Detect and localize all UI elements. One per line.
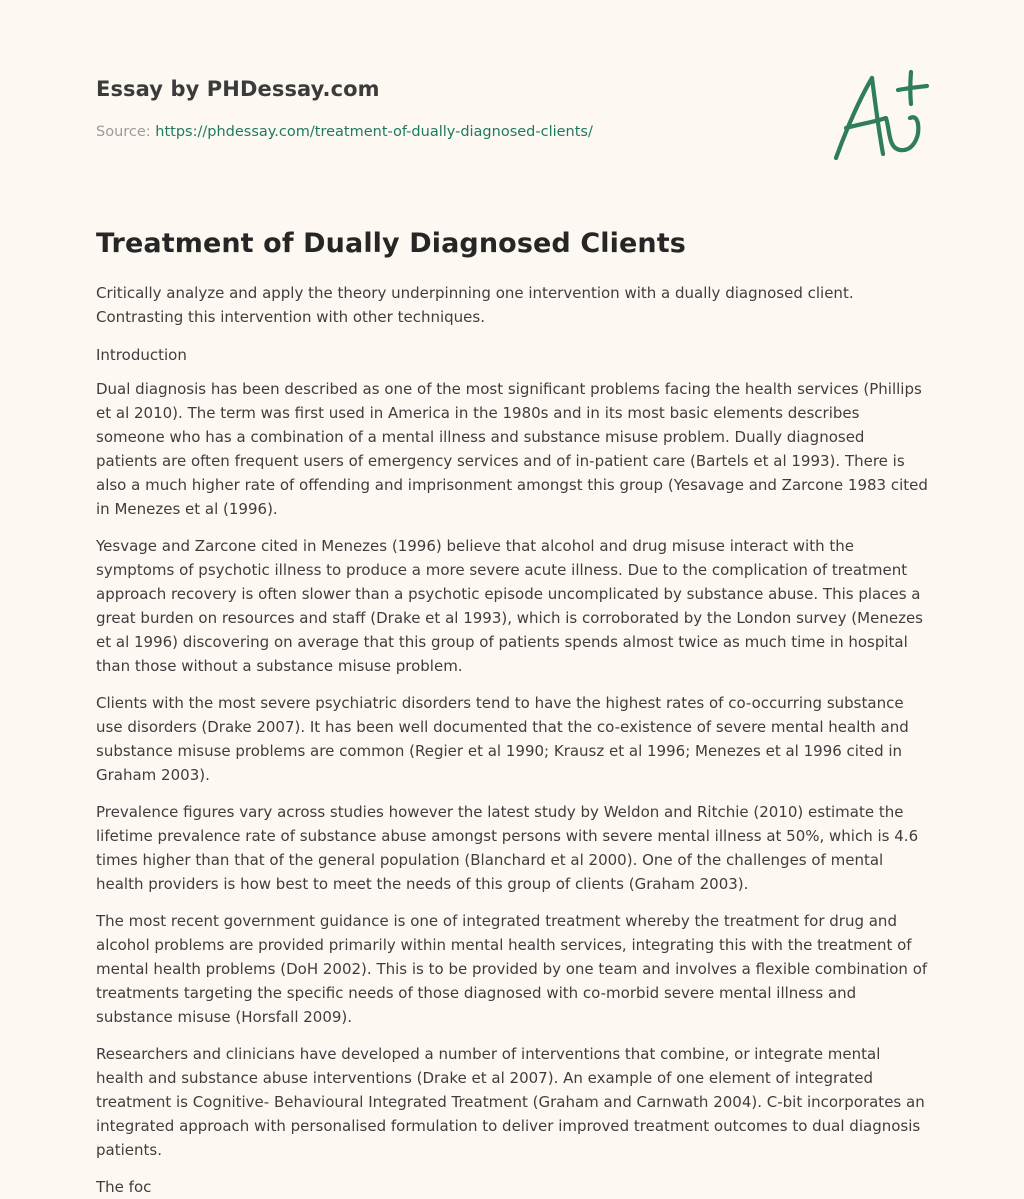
body-paragraph: The most recent government guidance is one of integrated treatment whereby the treatment for drug and alcohol problems are provided primarily within mental health services, integrating this with the treatment of mental health problems (DoH 2002). This is to be provided by one team and involves a flexible combination of treatments targeting the specific needs of those diagnosed with co-morbid severe mental illness and substance misuse (Horsfall 2009).: [96, 912, 928, 1026]
body-paragraph: Yesvage and Zarcone cited in Menezes (1996) believe that alcohol and drug misuse interact with the symptoms of psychotic illness to produce a more severe acute illness. Due to the complication of treatment approach recovery is often slower than a psychotic episode uncomplicated by substance abuse. This places a great burden on resources and staff (Drake et al 1993), which is corroborated by the London survey (Menezes et al 1996) discovering on average that this group of patients spends almost twice as much time in hospital than those without a substance misuse problem.: [96, 537, 923, 675]
body-paragraph: Researchers and clinicians have developed a number of interventions that combine, or integrate mental health and substance abuse interventions (Drake et al 2007). An example of one element of integrated treatment is Cognitive- Behavioural Integrated Treatment (Graham and Carnwath 2004). C-bit incorporates an integrated approach with personalised formulation to deliver improved treatment outcomes to dual diagnosis patients.: [96, 1045, 925, 1159]
body-paragraph-truncated: The foc: [96, 1178, 152, 1196]
page-header: [96, 0, 928, 210]
section-heading: Introduction: [96, 346, 187, 364]
source-label: Source:: [96, 124, 151, 140]
body-paragraph: Clients with the most severe psychiatric disorders tend to have the highest rates of co-occurring substance use disorders (Drake 2007). It has been well documented that the co-existence of severe mental health and substance misuse problems are common (Regier et al 1990; Krausz et al 1996; Menezes et al 1996 cited in Graham 2003).: [96, 694, 909, 784]
site-title: Essay by PHDessay.com: [96, 77, 380, 101]
essay-body: [96, 281, 928, 1199]
source-line: [96, 124, 593, 140]
essay-title: Treatment of Dually Diagnosed Clients: [96, 228, 686, 259]
source-link[interactable]: https://phdessay.com/treatment-of-dually-diagnosed-clients/: [155, 124, 593, 140]
body-paragraph: Dual diagnosis has been described as one of the most significant problems facing the health services (Phillips et al 2010). The term was first used in America in the 1980s and in its most basic elements describes someone who has a combination of a mental illness and substance misuse problem. Dually diagnosed patients are often frequent users of emergency services and of in-patient care (Bartels et al 1993). There is also a much higher rate of offending and imprisonment amongst this group (Yesavage and Zarcone 1983 cited in Menezes et al (1996).: [96, 380, 928, 518]
a-plus-logo-icon: [828, 68, 930, 164]
essay-prompt: Critically analyze and apply the theory underpinning one intervention with a dually diagnosed client. Contrasting this intervention with other techniques.: [96, 284, 854, 326]
body-paragraph: Prevalence figures vary across studies however the latest study by Weldon and Ritchie (2010) estimate the lifetime prevalence rate of substance abuse amongst persons with severe mental illness at 50%, which is 4.6 times higher than that of the general population (Blanchard et al 2000). One of the challenges of mental health providers is how best to meet the needs of this group of clients (Graham 2003).: [96, 803, 919, 893]
